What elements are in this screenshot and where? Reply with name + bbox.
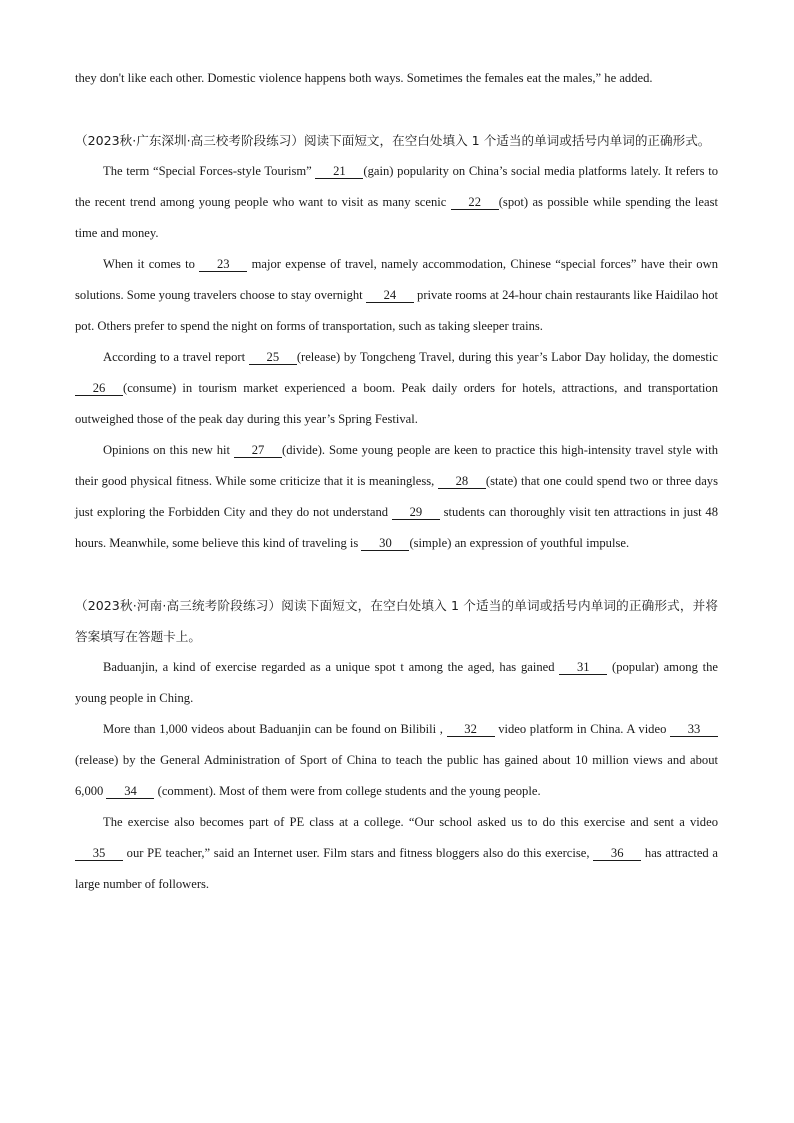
text-span: students can thoroughly visit ten attractions in just 48 hours. Meanwhile, some believe this kind of traveling is [75,505,718,550]
text-span: (gain) popularity on China’s social media platforms lately. It refers to the recent trend among young people who want to visit as many scenic [75,164,718,209]
section2-paragraph-3 [75,807,718,900]
blank-26[interactable]: 26 [75,381,123,396]
blank-30[interactable]: 30 [361,536,409,551]
text-span: video platform in China. A video [494,722,670,736]
text-span: (comment). Most of them were from college students and the young people. [154,784,541,798]
blank-23[interactable]: 23 [199,257,247,272]
text-span: (popular) among the young people in Ching. [75,660,718,705]
blank-32[interactable]: 32 [447,722,495,737]
intro-text: they don't like each other. Domestic violence happens both ways. Sometimes the females eat the males,” he added. [75,71,653,85]
text-span: (consume) in tourism market experienced a boom. Peak daily orders for hotels, attractions, and transportation outweighed those of the peak day during this year’s Spring Festival. [75,381,718,426]
section1-header: （2023秋·广东深圳·高三校考阶段练习）阅读下面短文，在空白处填入 1 个适当的单词或括号内单词的正确形式。 [75,133,711,148]
text-span: (state) that one could spend two or three days just exploring the Forbidden City and they do not understand [75,474,718,519]
intro-paragraph [75,63,718,94]
blank-35[interactable]: 35 [75,846,123,861]
blank-22[interactable]: 22 [451,195,499,210]
section1-paragraph-1 [75,156,718,249]
blank-21[interactable]: 21 [315,164,363,179]
blank-24[interactable]: 24 [366,288,414,303]
blank-31[interactable]: 31 [559,660,607,675]
text-span: major expense of travel, namely accommodation, Chinese “special forces” have their own solutions. Some young travelers choose to stay overnight [75,257,718,302]
text-span: (divide). Some young people are keen to practice this high-intensity travel style with their good physical fitness. While some criticize that it is meaningless, [75,443,718,488]
blank-34[interactable]: 34 [106,784,154,799]
blank-29[interactable]: 29 [392,505,440,520]
section2-paragraph-1 [75,652,718,714]
text-span: private rooms at 24-hour chain restaurants like Haidilao hot pot. Others prefer to spend the night on forms of transportation, such as taking sleeper trains. [75,288,718,333]
text-span: The exercise also becomes part of PE class at a college. “Our school asked us to do this exercise and sent a video [103,815,718,829]
text-span: When it comes to [103,257,200,271]
text-span: Opinions on this new hit [103,443,235,457]
blank-27[interactable]: 27 [234,443,282,458]
section2-header: （2023秋·河南·高三统考阶段练习）阅读下面短文，在空白处填入 1 个适当的单词或括号内单词的正确形式，并将答案填写在答题卡上。 [75,598,718,644]
document-page [75,63,718,900]
text-span: (simple) an expression of youthful impulse. [409,536,630,550]
blank-33[interactable]: 33 [670,722,718,737]
section1-paragraph-4 [75,435,718,559]
text-span: our PE teacher,” said an Internet user. Film stars and fitness bloggers also do this exercise, [123,846,594,860]
text-span: Baduanjin, a kind of exercise regarded as a unique spot t among the aged, has gained [103,660,560,674]
text-span: has attracted a large number of followers. [75,846,718,891]
section1-paragraph-3 [75,342,718,435]
text-span: The term “Special Forces-style Tourism” [103,164,316,178]
text-span: More than 1,000 videos about Baduanjin can be found on Bilibili , [103,722,447,736]
text-span: (spot) as possible while spending the least time and money. [75,195,718,240]
text-span: (release) by Tongcheng Travel, during this year’s Labor Day holiday, the domestic [296,350,719,364]
blank-25[interactable]: 25 [249,350,297,365]
section1-paragraph-2 [75,249,718,342]
blank-36[interactable]: 36 [593,846,641,861]
blank-28[interactable]: 28 [438,474,486,489]
text-span: According to a travel report [103,350,249,364]
text-span: (release) by the General Administration of Sport of China to teach the public has gained about 10 million views and about 6,000 [75,753,718,798]
section2-paragraph-2 [75,714,718,807]
